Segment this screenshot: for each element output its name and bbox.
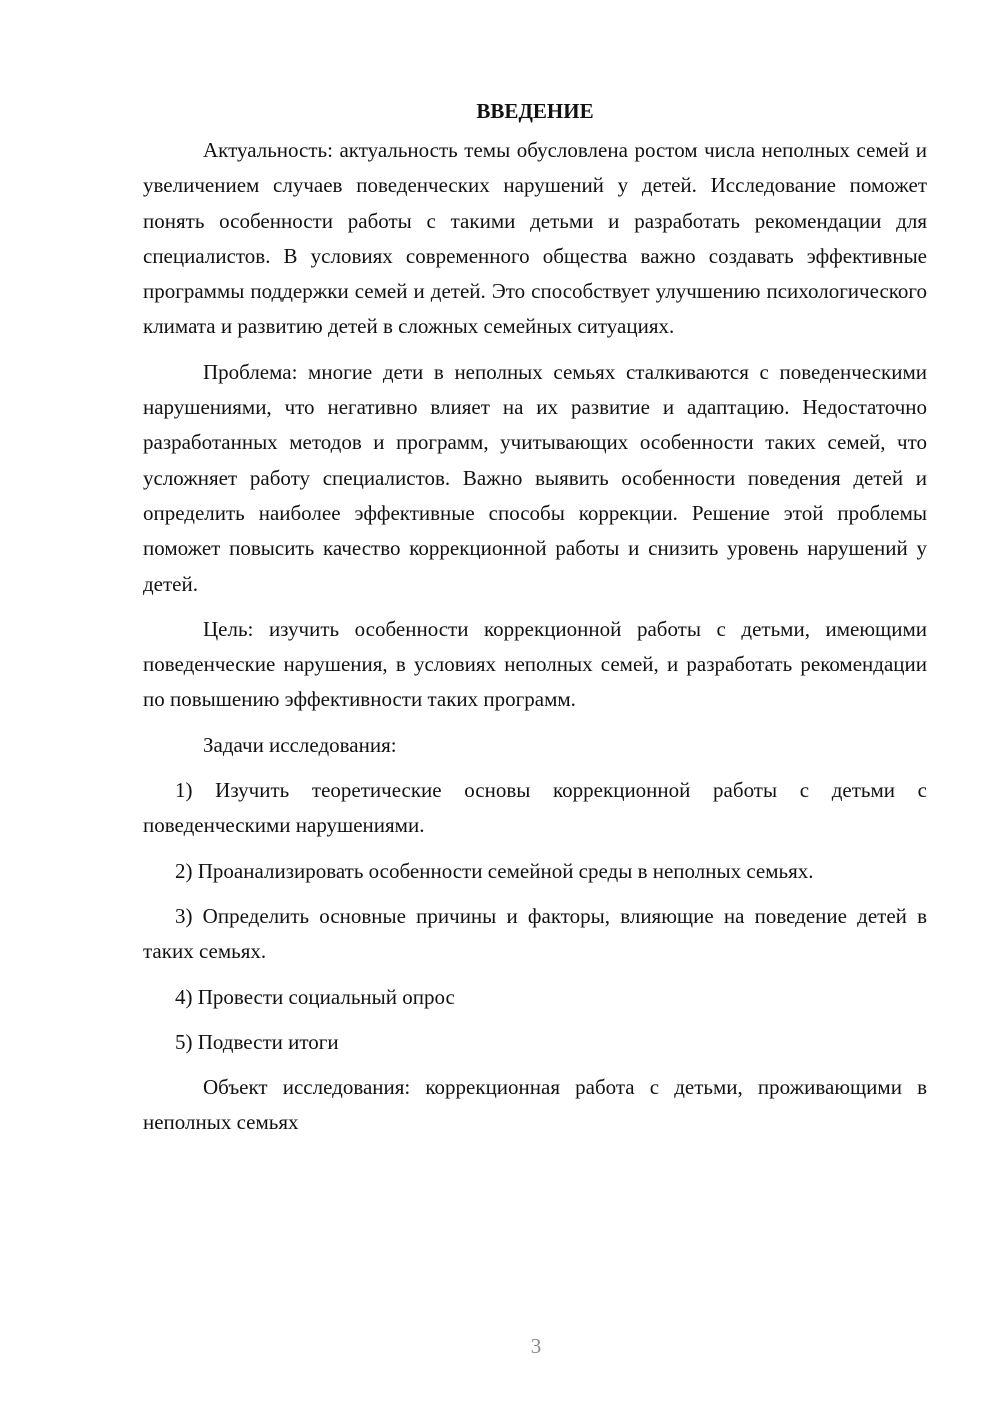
- task-item: 2) Проанализировать особенности семейной среды в неполных семьях.: [175, 858, 814, 883]
- task-item: 5) Подвести итоги: [175, 1029, 339, 1054]
- research-object-paragraph: Объект исследования: коррекционная работа с детьми, проживающими в неполных семьях: [143, 1075, 927, 1135]
- page-content: [143, 96, 927, 1141]
- page-number: 3: [530, 1334, 542, 1358]
- section-title: ВВЕДЕНИЕ: [476, 99, 594, 123]
- tasks-heading: Задачи исследования:: [203, 732, 397, 757]
- goal-paragraph: Цель: изучить особенности коррекционной работы с детьми, имеющими поведенческие нарушения, в условиях неполных семей, и разработать рекомендации по повышению эффективности таких программ.: [143, 616, 927, 712]
- task-item: 4) Провести социальный опрос: [175, 984, 455, 1009]
- relevance-paragraph: Актуальность: актуальность темы обусловлена ростом числа неполных семей и увеличением случаев поведенческих нарушений у детей. Исследование поможет понять особенности работы с такими детьми и разработать рекомендации для специалистов. В условиях современного общества важно создавать эффективные программы поддержки семей и детей. Это способствует улучшению психологического климата и развитию детей в сложных семейных ситуациях.: [143, 138, 927, 339]
- task-item: 3) Определить основные причины и факторы, влияющие на поведение детей в таких семьях.: [143, 903, 927, 964]
- task-item: 1) Изучить теоретические основы коррекционной работы с детьми с поведенческими нарушениями.: [143, 778, 927, 838]
- problem-paragraph: Проблема: многие дети в неполных семьях сталкиваются с поведенческими нарушениями, что негативно влияет на их развитие и адаптацию. Недостаточно разработанных методов и программ, учитывающих особенности таких семей, что усложняет работу специалистов. Важно выявить особенности поведения детей и определить наиболее эффективные способы коррекции. Решение этой проблемы поможет повысить качество коррекционной работы и снизить уровень нарушений у детей.: [143, 359, 927, 596]
